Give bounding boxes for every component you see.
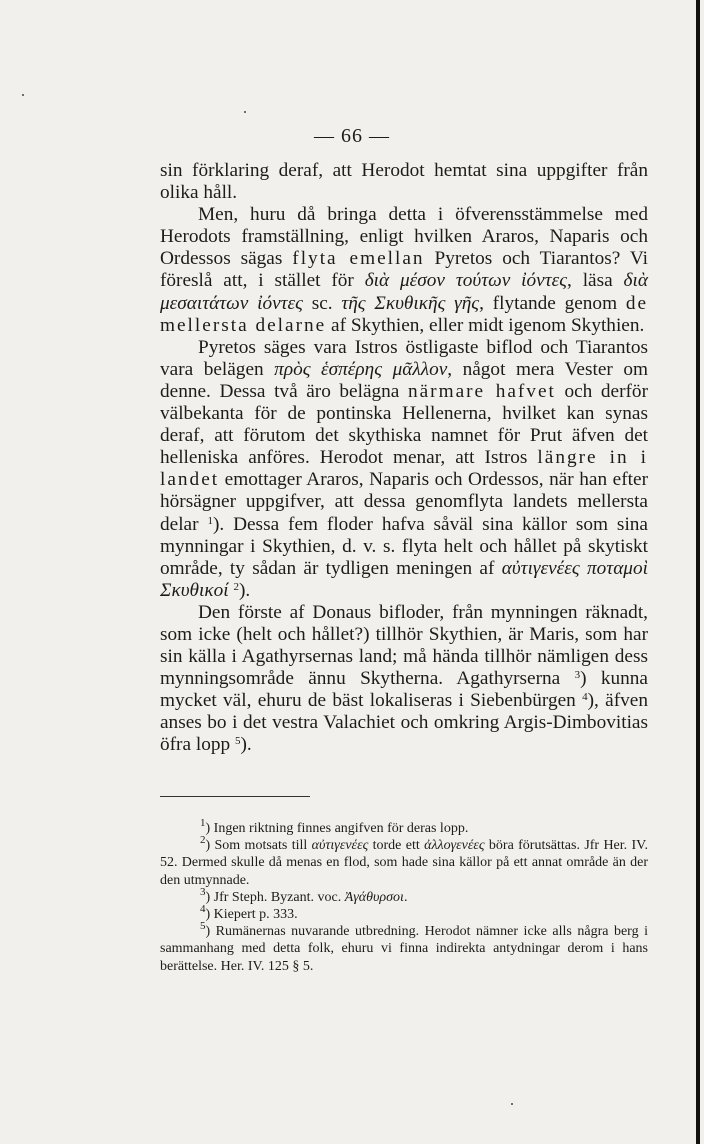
text-run: ), äfven anses bo i det vestra Valachiet och omkring Argis-Dimbovitias öfra lopp <box>160 690 648 756</box>
text-run: , läsa <box>567 270 624 292</box>
paper-speck <box>511 1103 513 1105</box>
greek-text: αὐτιγενέες ποταμοὶ Σκυθικοί <box>160 557 648 601</box>
spaced-emphasis: närmare hafvet <box>407 380 556 402</box>
body-text <box>160 160 648 757</box>
text-run: ) Ingen riktning finnes angifven för deras lopp. <box>205 821 469 836</box>
greek-text: Ἀγάθυρσοι <box>344 889 404 905</box>
text-run: ). <box>238 579 251 601</box>
greek-text: διὰ μέσον τούτων ἰόντες <box>364 270 568 292</box>
paragraph <box>160 204 648 337</box>
footnote-marker: 5 <box>200 920 206 933</box>
text-run: ) kunna mycket väl, ehuru de bäst lokaliseras i Siebenbürgen <box>160 668 648 712</box>
footnote-marker: 2 <box>233 580 239 593</box>
text-run: , flytande genom <box>479 292 626 314</box>
text-run: böra förutsättas. Jfr Her. IV. 52. Dermed skulle då menas en flod, som hade sina källor på ett annat område än der den utmynnade. <box>160 838 648 888</box>
footnote <box>160 885 648 906</box>
text-run: sc. <box>302 292 342 314</box>
footnote-separator <box>160 796 310 797</box>
paragraph <box>160 337 648 602</box>
greek-text: διὰ μεσαιτάτων ἰόντες <box>160 270 648 314</box>
footnote <box>160 817 648 837</box>
text-run: . <box>403 889 408 905</box>
text-run: torde ett <box>368 838 425 854</box>
text-run: emottager Araros, Naparis och Ordessos, när han efter hörsägner uppgifver, att dessa genomflyta landets mellersta delar <box>160 469 648 535</box>
paragraph <box>160 160 648 204</box>
footnote-marker: 1 <box>207 514 213 527</box>
text-run: ) Som motsats till <box>205 838 312 854</box>
footnote-marker: 2 <box>200 834 206 847</box>
footnote <box>160 920 648 975</box>
text-run: sin förklaring deraf, att Herodot hemtat sina uppgifter från olika håll. <box>160 160 648 204</box>
spaced-emphasis: längre in i landet <box>160 447 649 491</box>
text-run: Men, huru då bringa detta i öfverensstämmelse med Herodots framställning, enligt hvilken Araros, Naparis och Ordessos sägas <box>160 204 648 270</box>
text-run: af Skythien, eller midt igenom Skythien. <box>326 314 645 336</box>
footnote-marker: 4 <box>200 903 206 916</box>
footnote-marker: 1 <box>200 817 206 829</box>
text-run: ). Dessa fem floder hafva såväl sina källor som sina mynningar i Skythien, d. v. s. flyta helt och hållet på skytiskt område, ty sådan är tydligen meningen af <box>160 513 648 579</box>
footnote-marker: 3 <box>200 885 206 898</box>
footnote-marker: 3 <box>574 669 581 682</box>
spaced-emphasis: de mellersta delarne <box>160 292 649 336</box>
footnote <box>160 834 648 889</box>
text-run: Den förste af Donaus bifloder, från mynningen räknadt, som icke (helt och hållet?) tillhör Skythien, är Maris, som har sin källa i Agathyrsernas land; må hända tillhör nämligen dess mynningsområde ännu Skytherna. Agathyrserna <box>160 601 648 690</box>
text-run: Pyretos säges vara Istros östligaste biflod och Tiarantos vara belägen <box>160 336 648 380</box>
footnotes <box>160 817 648 975</box>
greek-text: ἀλλογενέες <box>424 838 485 854</box>
text-run: ). <box>240 734 252 756</box>
paper-speck <box>22 94 24 96</box>
page-number: — 66 — <box>314 125 390 147</box>
text-run: , något mera Vester om denne. Dessa två äro belägna <box>160 358 648 402</box>
text-run: ) Kiepert p. 333. <box>205 907 298 923</box>
spaced-emphasis: flyta emellan <box>292 248 425 270</box>
text-run: ) Rumänernas nuvarande utbredning. Herodot nämner icke alls några berg i sammanhang med detta folk, ehuru vi finna indirekta antydningar derom i hans berättelse. Her. IV. 125 § 5. <box>160 924 648 974</box>
page-edge-shadow <box>696 0 700 1144</box>
text-run: och derför välbekanta för de pontinska Hellenerna, hvilket kan synas deraf, att förutom det skythiska namnet för Prut äfven det helleniska anföres. Herodot menar, att Istros <box>160 380 648 469</box>
greek-text: τῆς Σκυθικῆς γῆς <box>341 292 480 314</box>
footnote <box>160 903 648 923</box>
footnote-marker: 5 <box>234 735 241 748</box>
text-run: ) Jfr Steph. Byzant. voc. <box>205 889 345 905</box>
paper-speck <box>244 111 246 113</box>
footnote-marker: 4 <box>582 691 588 704</box>
greek-text: πρὸς ἑσπέρης μᾶλλον <box>274 358 448 380</box>
greek-text: αὐτιγενέες <box>311 838 369 854</box>
text-run: Pyretos och Tiarantos? Vi föreslå att, i stället för <box>160 248 648 292</box>
paragraph <box>160 602 648 757</box>
